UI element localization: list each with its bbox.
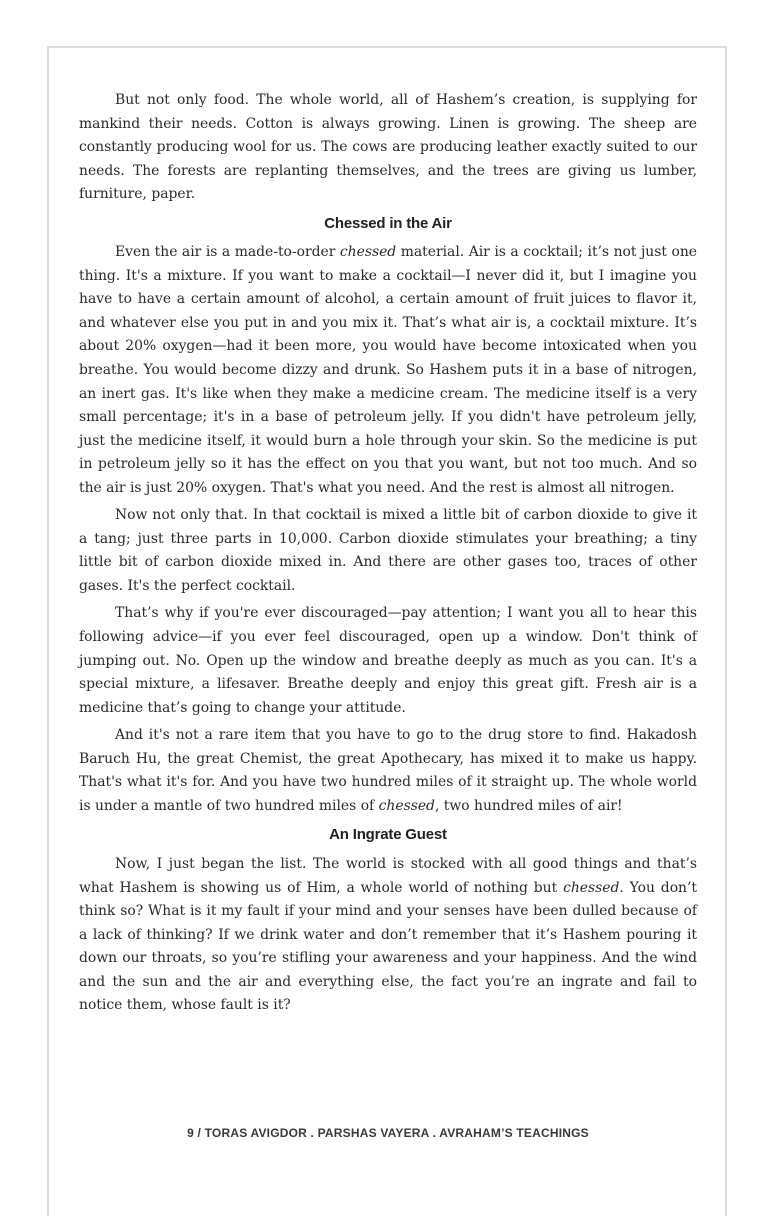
text-segment: , two hundred miles of air! (434, 797, 623, 814)
text-segment: . You don’t think so? What is it my fault if your mind and your senses have been dulled because of a lack of thinking? If we drink water and don’t remember that it’s Hashem pouring it down our throats, so you’re stifling your awareness and your happiness. And the wind and the sun and the air and everything else, the fact you’re an ingrate and fail to notice them, whose fault is it? (79, 879, 697, 1014)
italic-term: chessed (339, 244, 397, 261)
italic-term: chessed (563, 879, 620, 896)
text-segment: But not only food. The whole world, all of Hashem’s creation, is supplying for mankind their needs. Cotton is always growing. Linen is growing. The sheep are constantly producing wool for us. The cows are producing leather exactly suited to our needs. The forests are replanting themselves, and the trees are giving us lumber, furniture, paper. (79, 92, 697, 203)
text-segment: material. Air is a cocktail; it’s not just one thing. It's a mixture. If you want to make a cocktail—I never did it, but I imagine you have to have a certain amount of alcohol, a certain amount of fruit juices to flavor it, and whatever else you put in and you mix it. That’s what air is, a cocktail mixture. It’s about 20% oxygen—had it been more, you would have become intoxicated when you breathe. You would become dizzy and drunk. So Hashem puts it in a base of nitrogen, an inert gas. It's like when they make a medicine cream. The medicine itself is a very small percentage; it's in a base of petroleum jelly. If you didn't have petroleum jelly, just the medicine itself, it would burn a hole through your skin. So the medicine is put in petroleum jelly so it has the effect on you that you want, but not too much. And so the air is just 20% oxygen. That's what you need. And the rest is almost all nitrogen. (79, 244, 698, 496)
paragraph (79, 853, 697, 1018)
text-segment: Now, I just began the list. The world is stocked with all good things and that’s what Hashem is showing us of Him, a whole world of nothing but (79, 855, 697, 896)
italic-term: chessed (378, 797, 435, 814)
text-segment: Now not only that. In that cocktail is mixed a little bit of carbon dioxide to give it a tang; just three parts in 10,000. Carbon dioxide stimulates your breathing; a tiny little bit of carbon dioxide mixed in. And there are other gases too, traces of other gases. It's the perfect cocktail. (79, 507, 697, 594)
text-segment: And it's not a rare item that you have to go to the drug store to find. Hakadosh Baruch Hu, the great Chemist, the great Apothecary, has mixed it to make us happy. That's what it's for. And you have two hundred miles of it straight up. The whole world is under a mantle of two hundred miles of (79, 727, 697, 814)
section-heading: Chessed in the Air (324, 214, 452, 232)
text-segment: Even the air is a made-to-order (115, 244, 340, 261)
paragraph (79, 602, 697, 720)
section-heading: An Ingrate Guest (329, 826, 447, 844)
paragraph (79, 504, 697, 598)
text-segment: That’s why if you're ever discouraged—pay attention; I want you all to hear this following advice—if you ever feel discouraged, open up a window. Don't think of jumping out. No. Open up the window and breathe deeply as much as you can. It's a special mixture, a lifesaver. Breathe deeply and enjoy this great gift. Fresh air is a medicine that’s going to change your attitude. (79, 605, 697, 716)
page-body (79, 89, 697, 1022)
paragraph (79, 241, 697, 500)
paragraph (79, 89, 697, 207)
page-footer: 9 / TORAS AVIGDOR . PARSHAS VAYERA . AVRAHAM’S TEACHINGS (187, 1126, 589, 1140)
paragraph (79, 724, 697, 818)
